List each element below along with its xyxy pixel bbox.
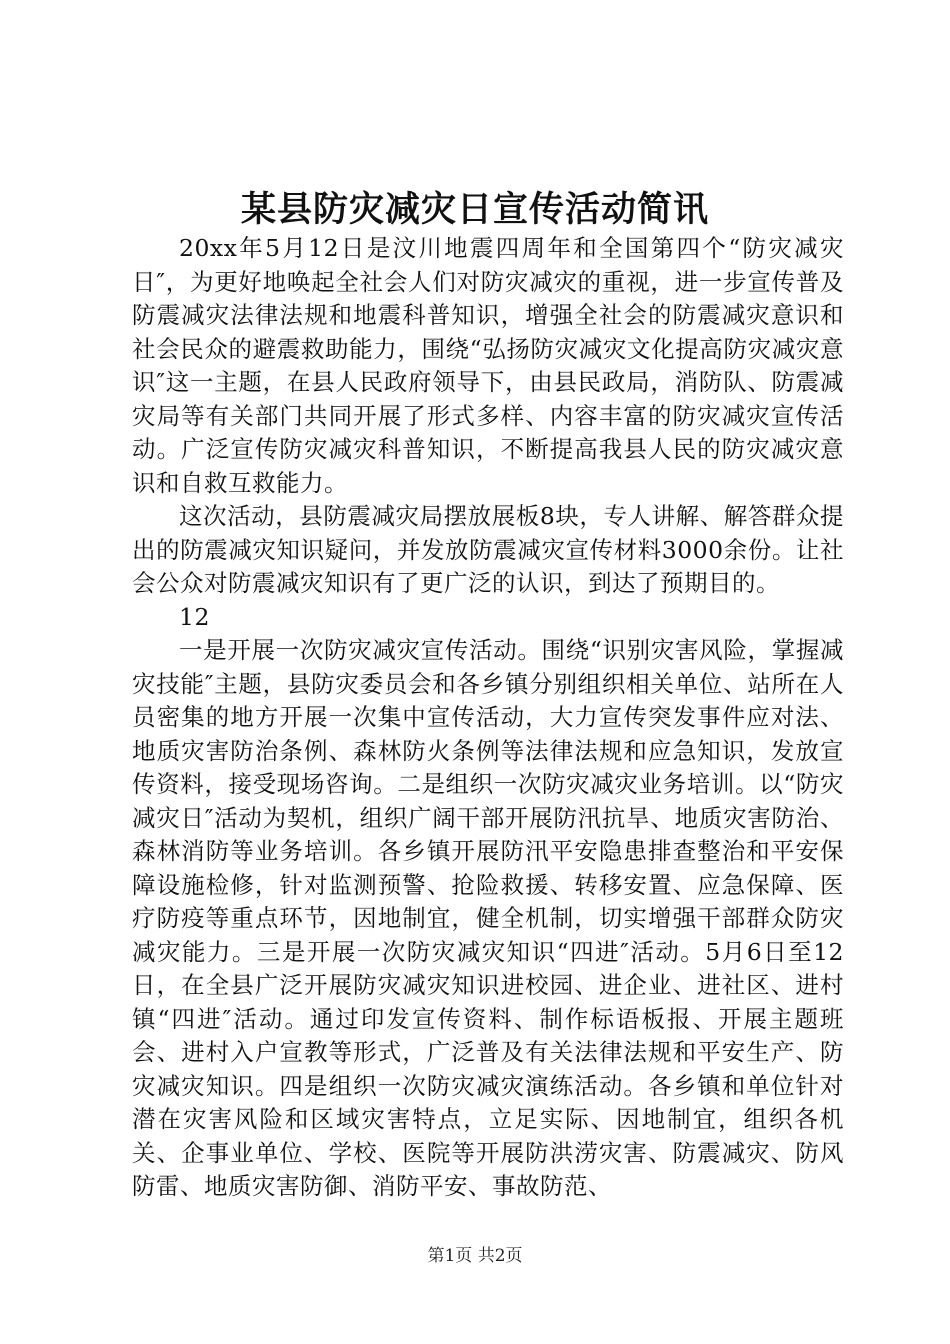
page-footer: 第1页 共2页 <box>427 1246 523 1266</box>
paragraph-measures: 一是开展一次防灾减灾宣传活动。围绕“识别灾害风险，掌握减灾技能″主题，县防灾委员会和各乡镇分别组织相关单位、站所在人员密集的地方开展一次集中宣传活动，大力宣传突发事件应对法、地质灾害防治条例、森林防火条例等法律法规和应急知识，发放宣传资料，接受现场咨询。二是组织一次防灾减灾业务培训。以“防灾减灾日″活动为契机，组织广阔干部开展防汛抗旱、地质灾害防治、森林消防等业务培训。各乡镇开展防汛平安隐患排查整治和平安保障设施检修，针对监测预警、抢险救援、转移安置、应急保障、医疗防疫等重点环节，因地制宜，健全机制，切实增强干部群众防灾减灾能力。三是开展一次防灾减灾知识“四进″活动。5月6日至12日，在全县广泛开展防灾减灾知识进校园、进企业、进社区、进村镇“四进″活动。通过印发宣传资料、制作标语板报、开展主题班会、进村入户宣教等形式，广泛普及有关法律法规和平安生产、防灾减灾知识。四是组织一次防灾减灾演练活动。各乡镇和单位针对潜在灾害风险和区域灾害特点，立足实际、因地制宜，组织各机关、企事业单位、学校、医院等开展防洪涝灾害、防震减灾、防风防雷、地质灾害防御、消防平安、事故防范、 <box>132 636 844 1200</box>
paragraph-intro: 20xx年5月12日是汶川地震四周年和全国第四个“防灾减灾日″，为更好地唤起全社会人们对防灾减灾的重视，进一步宣传普及防震减灾法律法规和地震科普知识，增强全社会的防震减灾意识和社会民众的避震救助能力，围绕“弘扬防灾减灾文化提高防灾减灾意识″这一主题，在县人民政府领导下，由县民政局，消防队、防震减灾局等有关部门共同开展了形式多样、内容丰富的防灾减灾宣传活动。广泛宣传防灾减灾科普知识，不断提高我县人民的防灾减灾意识和自救互救能力。 <box>132 234 844 497</box>
paragraph-activity: 这次活动，县防震减灾局摆放展板8块，专人讲解、解答群众提出的防震减灾知识疑问，并发放防震减灾宣传材料3000余份。让社会公众对防震减灾知识有了更广泛的认识，到达了预期目的。 <box>132 502 844 597</box>
document-body <box>132 232 844 1204</box>
paragraph-number: 12 <box>179 602 210 631</box>
document-title: 某县防灾减灾日宣传活动简讯 <box>240 189 709 230</box>
